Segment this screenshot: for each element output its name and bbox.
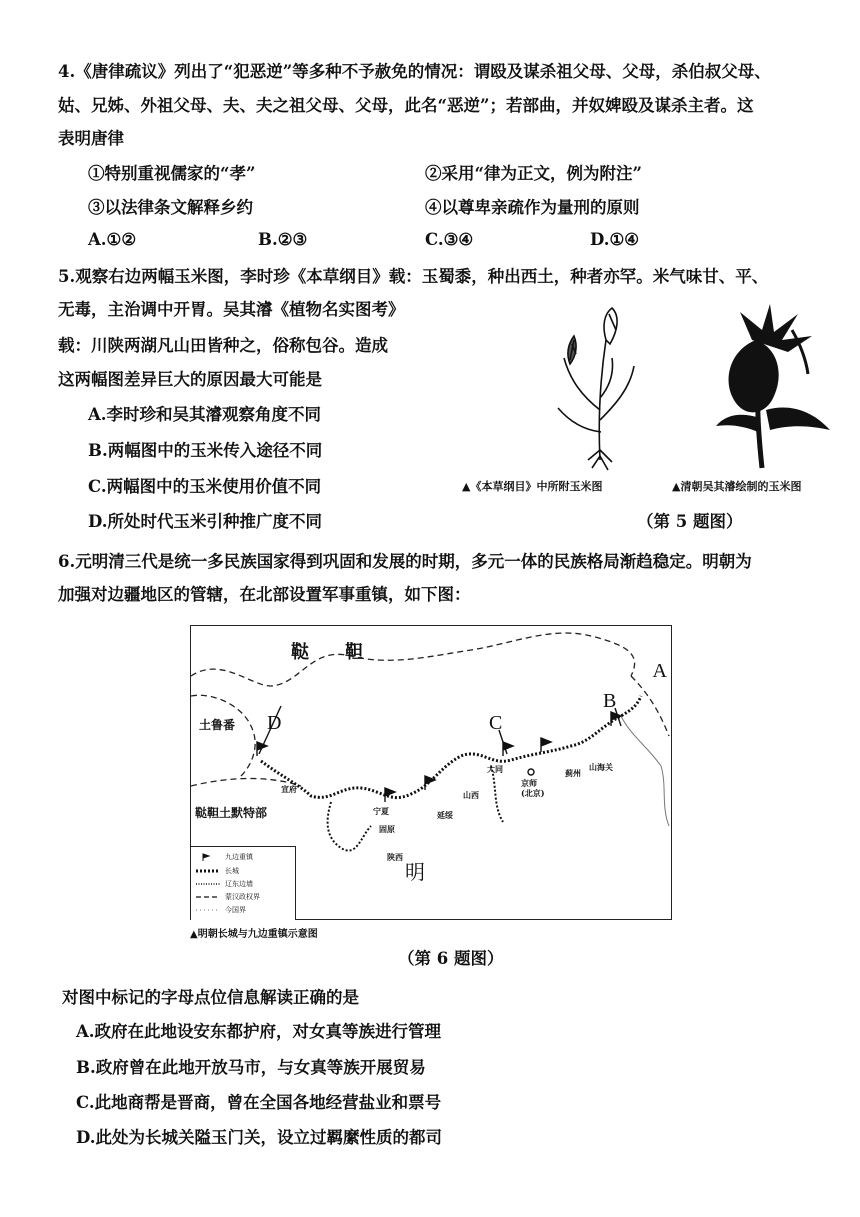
legend-label-liaodong: 辽东边墙 [225, 880, 253, 888]
map-place-shanxi: 山西 [463, 790, 479, 800]
legend-row-wall [195, 867, 239, 875]
q6-option-c[interactable]: C.此地商帮是晋商，曾在全国各地经营盐业和票号 [76, 1093, 442, 1112]
legend-row-liaodong [195, 880, 253, 888]
map-place-guyuan: 固原 [379, 824, 395, 834]
map-place-shaanxi: 陕西 [387, 852, 403, 862]
legend-boundary-icon [195, 893, 221, 901]
map-place-xuanfu: 宣府 [281, 784, 297, 794]
q4-stem-line-2: 姑、兄姊、外祖父母、夫、夫之祖父母、父母，此名“恶逆”；若部曲，并奴婢殴及谋杀主者。这 [58, 96, 754, 115]
q4-stem-line-3: 表明唐律 [58, 129, 124, 148]
q4-item-4: ④以尊卑亲疏作为量刑的原则 [425, 198, 640, 217]
q6-map-caption: ▲明朝长城与九边重镇示意图 [190, 929, 318, 940]
ming-great-wall-map [190, 625, 672, 920]
legend-label-boundary: 蒙汉政权界 [225, 893, 260, 901]
q4-option-c[interactable]: C.③④ [425, 230, 474, 249]
q5-stem-line-4: 这两幅图差异巨大的原因最大可能是 [58, 370, 322, 389]
q5-corn-figure [530, 300, 850, 472]
map-label-ming: 明 [405, 860, 425, 884]
q6-question-stem: 对图中标记的字母点位信息解读正确的是 [62, 988, 359, 1007]
legend-border-icon [195, 906, 221, 914]
qing-corn-drawing [716, 304, 830, 468]
map-place-beijing: (北京) [521, 788, 545, 798]
q4-stem-line-1: 4.《唐律疏议》列出了“犯恶逆”等多种不予赦免的情况：谓殴及谋杀祖父母、父母，杀伯叔父母、 [58, 62, 771, 81]
q5-stem-line-3: 载：川陕两湖凡山田皆种之，俗称包谷。造成 [58, 336, 388, 355]
map-letter-a: A [652, 660, 667, 682]
map-legend [191, 846, 296, 920]
map-place-jizhou: 蓟州 [565, 768, 581, 778]
legend-row-town [195, 853, 253, 861]
map-label-oirat: 鞑靼土默特部 [195, 806, 268, 820]
map-letter-b: B [603, 690, 617, 712]
q4-option-b[interactable]: B.②③ [258, 230, 308, 249]
map-letter-d: D [267, 712, 282, 734]
map-place-ningxia: 宁夏 [373, 806, 389, 816]
legend-row-boundary [195, 893, 260, 901]
legend-flag-icon [195, 853, 221, 861]
legend-wall-icon [195, 867, 221, 875]
q5-option-c[interactable]: C.两幅图中的玉米使用价值不同 [88, 477, 322, 496]
q4-item-2: ②采用“律为正文，例为附注” [425, 164, 642, 183]
q6-option-a[interactable]: A.政府在此地设安东都护府，对女真等族进行管理 [76, 1022, 442, 1041]
q5-option-d[interactable]: D.所处时代玉米引种推广度不同 [88, 512, 322, 531]
q6-option-b[interactable]: B.政府曾在此地开放马市，与女真等族开展贸易 [76, 1058, 426, 1077]
q6-stem-line-2: 加强对边疆地区的管辖，在北部设置军事重镇，如下图： [58, 585, 471, 604]
map-letter-c: C [489, 712, 503, 734]
q6-stem-line-1: 6.元明清三代是统一多民族国家得到巩固和发展的时期，多元一体的民族格局渐趋稳定。明朝为 [58, 552, 752, 571]
q4-item-3: ③以法律条文解释乡约 [88, 198, 253, 217]
legend-row-border [195, 906, 246, 914]
q4-item-1: ①特别重视儒家的“孝” [88, 164, 256, 183]
q5-figure-label: （第 5 题图） [637, 512, 743, 531]
q6-figure-label: （第 6 题图） [398, 949, 504, 968]
bencao-corn-drawing [558, 308, 634, 470]
q5-caption-left: ▲《本草纲目》中所附玉米图 [462, 480, 603, 493]
map-place-shanhaiguan: 山海关 [589, 762, 613, 772]
q5-caption-right: ▲清朝吴其濬绘制的玉米图 [672, 480, 802, 493]
map-label-tubo: 土鲁番 [199, 718, 236, 732]
q5-stem-line-2: 无毒，主治调中开胃。吴其濬《植物名实图考》 [58, 300, 405, 319]
legend-label-wall: 长城 [225, 867, 239, 875]
legend-liaodong-icon [195, 880, 221, 888]
map-place-datong: 大同 [487, 764, 503, 774]
q4-option-d[interactable]: D.①④ [590, 230, 640, 249]
q5-option-a[interactable]: A.李时珍和吴其濬观察角度不同 [88, 405, 322, 424]
q5-stem-line-1: 5.观察右边两幅玉米图，李时珍《本草纲目》载：玉蜀黍，种出西土，种者亦罕。米气味甘、平、 [58, 267, 769, 286]
map-label-tatar: 鞑 靼 [291, 642, 363, 663]
q5-option-b[interactable]: B.两幅图中的玉米传入途径不同 [88, 441, 323, 460]
q6-option-d[interactable]: D.此处为长城关隘玉门关，设立过羁縻性质的都司 [76, 1128, 442, 1147]
legend-label-border: 今国界 [225, 906, 246, 914]
q4-option-a[interactable]: A.①② [88, 230, 137, 249]
legend-label-town: 九边重镇 [225, 853, 253, 861]
map-place-yansui: 延绥 [437, 810, 453, 820]
map-place-jingshi: 京师 [521, 778, 537, 788]
